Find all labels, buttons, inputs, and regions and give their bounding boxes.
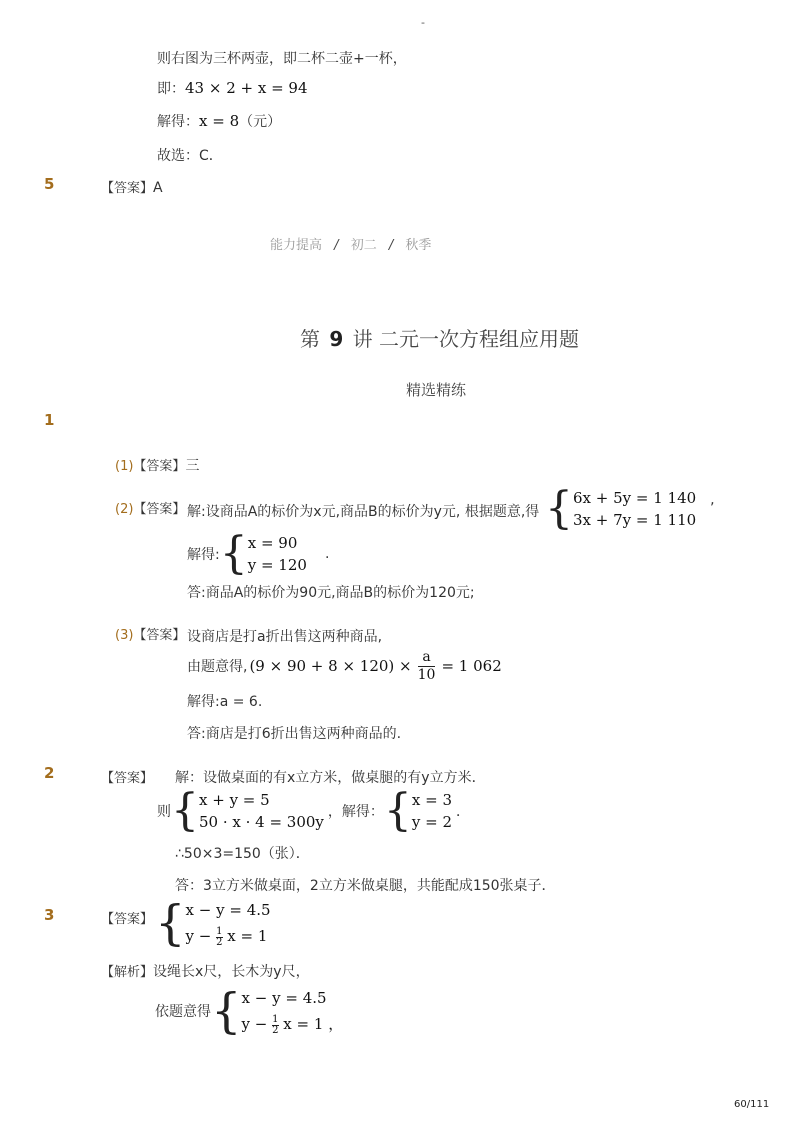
q2-answer-label: 【答案】 [101, 771, 154, 786]
equation-part: x = 1 [283, 1015, 324, 1033]
equation-part: y − [185, 927, 212, 945]
solution-line: x = 3 [411, 791, 453, 809]
q2-answer: 答：3立方米做桌面，2立方米做桌腿，共能配成150张桌子． [175, 878, 556, 894]
q1-part2-answer: 答:商品A的标价为90元,商品B的标价为120元; [187, 585, 475, 601]
q4-line2-prefix: 即： [157, 81, 185, 97]
q3-analysis [101, 961, 310, 981]
q4-line2 [157, 78, 308, 98]
q1-part2-solution [187, 528, 330, 579]
q1-part1-label: 【答案】 [133, 459, 186, 474]
fraction-half [216, 927, 222, 948]
q2-equations [199, 789, 324, 833]
left-brace-icon: { [219, 528, 248, 579]
q1-part1 [115, 455, 199, 475]
equation-end: ， [328, 1015, 344, 1033]
q2-setup: 解：设做桌面的有x立方米，做桌腿的有y立方米． [175, 770, 486, 786]
q1-part2-system [545, 483, 715, 534]
equation-line: 50 · x · 4 = 300y [199, 813, 324, 831]
q1-part2-equations [573, 487, 696, 531]
equation-line: x + y = 5 [199, 791, 270, 809]
q5-answer-label: 【答案】 [101, 181, 154, 196]
left-brace-icon: { [171, 785, 199, 836]
q1-part2-sol-end: . [324, 546, 330, 562]
q3-number: 3 [44, 906, 55, 924]
q1-part3-answer: 答:商店是打6折出售这两种商品的. [187, 726, 402, 742]
fraction-numerator: a [422, 648, 431, 665]
q1-part2-solutions [248, 532, 307, 576]
fraction [418, 649, 436, 684]
q5-answer [101, 177, 163, 196]
q1-part1-tag: (1) [115, 459, 134, 474]
q3-analysis-text: 设绳长x尺，长木为y尺， [153, 964, 310, 980]
q1-part3-equation [187, 646, 502, 686]
left-brace-icon: { [545, 483, 573, 534]
q1-part2-label: 【答案】 [133, 502, 186, 517]
lecture-title-prefix: 第 [300, 327, 320, 351]
equation-line [186, 923, 271, 949]
q1-number: 1 [44, 411, 55, 429]
lecture-number: 9 [329, 327, 344, 351]
q4-solution: x = 8 [199, 112, 240, 130]
q4-line3 [157, 111, 281, 131]
equation-line [242, 1011, 344, 1037]
left-brace-icon: { [211, 983, 242, 1039]
q3-analysis-label: 【解析】 [101, 965, 154, 980]
left-brace-icon: { [155, 895, 186, 951]
equation-line: x − y = 4.5 [241, 989, 327, 1007]
q4-line3-prefix: 解得： [157, 114, 199, 130]
q3-answer-label: 【答案】 [101, 912, 154, 927]
breadcrumb-item-1: 能力提高 [270, 238, 323, 253]
q1-part3-solve: 解得:a = 6. [187, 694, 263, 710]
q2-number: 2 [44, 764, 55, 782]
q1-part3-tag: (3) [115, 628, 134, 643]
q1-part2-eq-end: , [710, 492, 715, 508]
breadcrumb-item-3: 秋季 [405, 238, 432, 253]
equation-line: 3x + 7y = 1 110 [573, 511, 697, 529]
q3-answer-system [155, 897, 271, 949]
page-number: 60/111 [734, 1099, 770, 1110]
q2-solve-prefix: ，解得： [327, 804, 384, 820]
q1-part3-eq-left: (9 × 90 + 8 × 120) × [249, 657, 412, 675]
fraction-numerator: 1 [216, 925, 223, 937]
fraction-half [272, 1015, 278, 1036]
solution-line: y = 2 [411, 813, 453, 831]
q3-analysis-system [155, 985, 343, 1037]
q3-analysis-equations [242, 985, 344, 1037]
fraction-numerator: 1 [272, 1013, 279, 1025]
breadcrumb-separator: / [388, 238, 394, 253]
q4-line1: 则右图为三杯两壶，即二杯二壶+一杯， [157, 51, 407, 67]
breadcrumb-item-2: 初二 [350, 238, 377, 253]
q1-part2-solve-prefix: 解得: [187, 547, 220, 563]
equation-part: x = 1 [227, 927, 268, 945]
fraction-denominator: 2 [272, 1024, 279, 1036]
fraction-denominator: 10 [417, 666, 436, 683]
q1-part1-value: 三 [185, 458, 200, 474]
equation-part: y − [241, 1015, 268, 1033]
q4-unit: （元） [239, 114, 282, 130]
breadcrumb-separator: / [334, 238, 339, 253]
solution-line: x = 90 [247, 534, 298, 552]
breadcrumb [270, 234, 431, 253]
q1-part3-header [115, 624, 185, 643]
lecture-title [300, 323, 579, 352]
left-brace-icon: { [383, 785, 412, 836]
q2-calc: ∴50×3=150（张）． [175, 846, 310, 862]
q1-part2-setup: 解:设商品A的标价为x元,商品B的标价为y元, 根据题意,得 [187, 504, 540, 520]
q1-part3-setup: 设商店是打a折出售这两种商品, [187, 629, 383, 645]
q3-by-prefix: 依题意得 [155, 1004, 211, 1020]
q2-sol-end: ． [456, 804, 471, 820]
equation-line: x − y = 4.5 [185, 901, 271, 919]
q3-answer-equations [186, 897, 271, 949]
top-mark: - [421, 16, 425, 29]
q2-solutions [412, 789, 452, 833]
q1-part3-eq-prefix: 由题意得, [187, 659, 248, 675]
equation-line: 6x + 5y = 1 140 [573, 489, 697, 507]
q5-answer-value: A [153, 180, 163, 196]
q1-part3-eq-right: = 1 062 [441, 657, 502, 675]
q5-number: 5 [44, 175, 55, 193]
q4-line4: 故选：C． [157, 148, 223, 164]
q1-part3-label: 【答案】 [133, 628, 186, 643]
q1-part2-tag: (2) [115, 502, 134, 517]
q4-equation: 43 × 2 + x = 94 [185, 79, 308, 97]
q1-part2-header [115, 498, 185, 517]
section-title: 精选精练 [406, 381, 467, 399]
solution-line: y = 120 [247, 556, 307, 574]
lecture-title-text: 讲 二元一次方程组应用题 [352, 327, 579, 351]
q2-then: 则 [157, 804, 171, 820]
fraction-denominator: 2 [216, 936, 223, 948]
q2-system [157, 785, 471, 836]
